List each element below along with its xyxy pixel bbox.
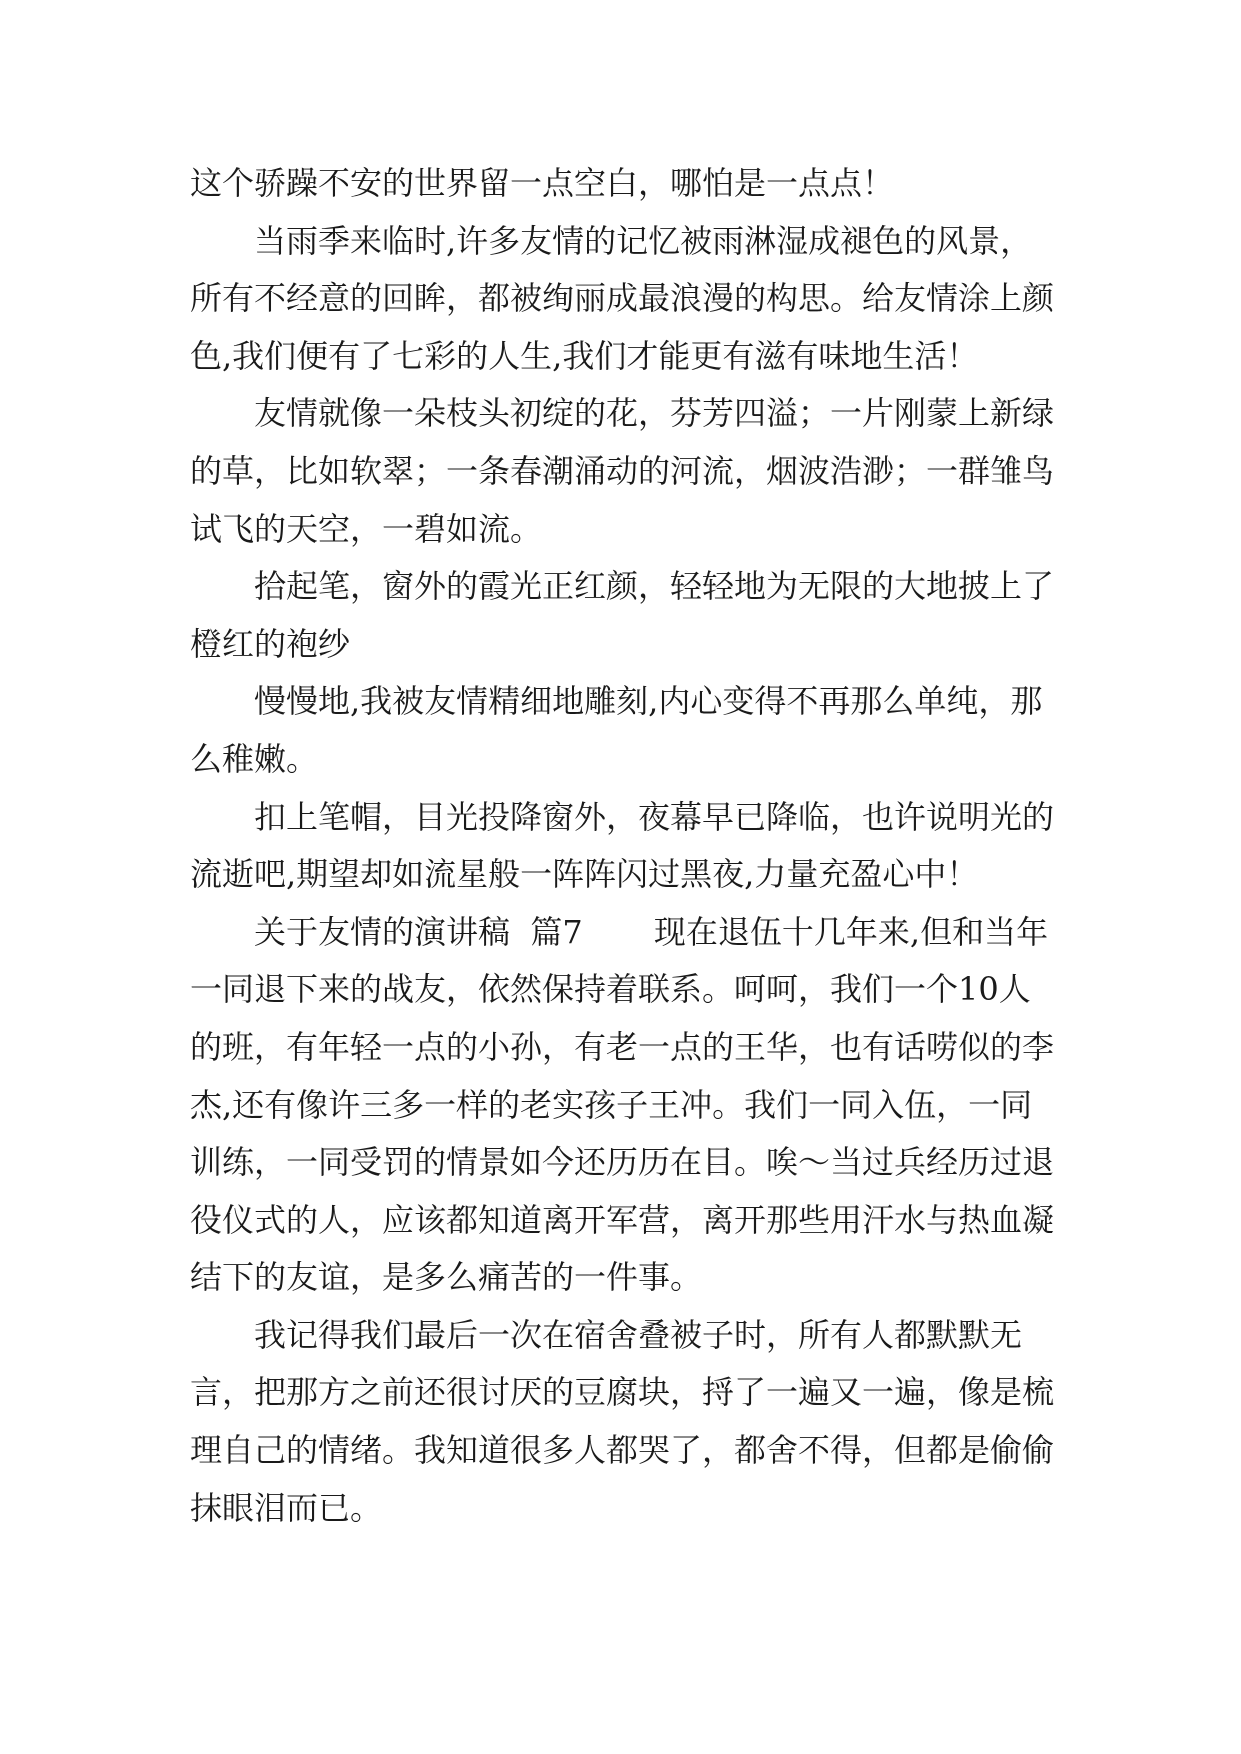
paragraph-slowly-carved: 慢慢地,我被友情精细地雕刻,内心变得不再那么单纯，那么稚嫩。 (190, 682, 1043, 778)
document-body (190, 155, 1060, 1537)
paragraph-friendship-flower: 友情就像一朵枝头初绽的花，芬芳四溢；一片刚蒙上新绿的草，比如软翠；一条春潮涌动的河流，烟波浩渺；一群雏鸟试飞的天空，一碧如流。 (190, 394, 1055, 548)
paragraph-rainy-season: 当雨季来临时,许多友情的记忆被雨淋湿成褪色的风景，所有不经意的回眸，都被绚丽成最浪漫的构思。给友情涂上颜色,我们便有了七彩的人生,我们才能更有滋有味地生活！ (190, 221, 1055, 375)
paragraph-speech-seven: 关于友情的演讲稿 篇7 现在退伍十几年来,但和当年一同退下来的战友，依然保持着联系。呵呵，我们一个10人的班，有年轻一点的小孙，有老一点的王华，也有话唠似的李杰,还有像许三多一样的老实孩子王冲。我们一同入伍，一同训练，一同受罚的情景如今还历历在目。唉～当过兵经历过退役仪式的人，应该都知道离开军营，离开那些用汗水与热血凝结下的友谊，是多么痛苦的一件事。 (190, 912, 1055, 1297)
paragraph-pick-up-pen: 拾起笔，窗外的霞光正红颜，轻轻地为无限的大地披上了橙红的袍纱 (190, 567, 1055, 663)
paragraph-cap-pen: 扣上笔帽，目光投降窗外，夜幕早已降临，也许说明光的流逝吧,期望却如流星般一阵阵闪过黑夜,力量充盈心中！ (190, 797, 1055, 894)
paragraph-last-time-dorm: 我记得我们最后一次在宿舍叠被子时，所有人都默默无言，把那方之前还很讨厌的豆腐块，捋了一遍又一遍，像是梳理自己的情绪。我知道很多人都哭了，都舍不得，但都是偷偷抹眼泪而已。 (190, 1315, 1055, 1527)
paragraph-continued: 这个骄躁不安的世界留一点空白，哪怕是一点点！ (190, 164, 895, 202)
